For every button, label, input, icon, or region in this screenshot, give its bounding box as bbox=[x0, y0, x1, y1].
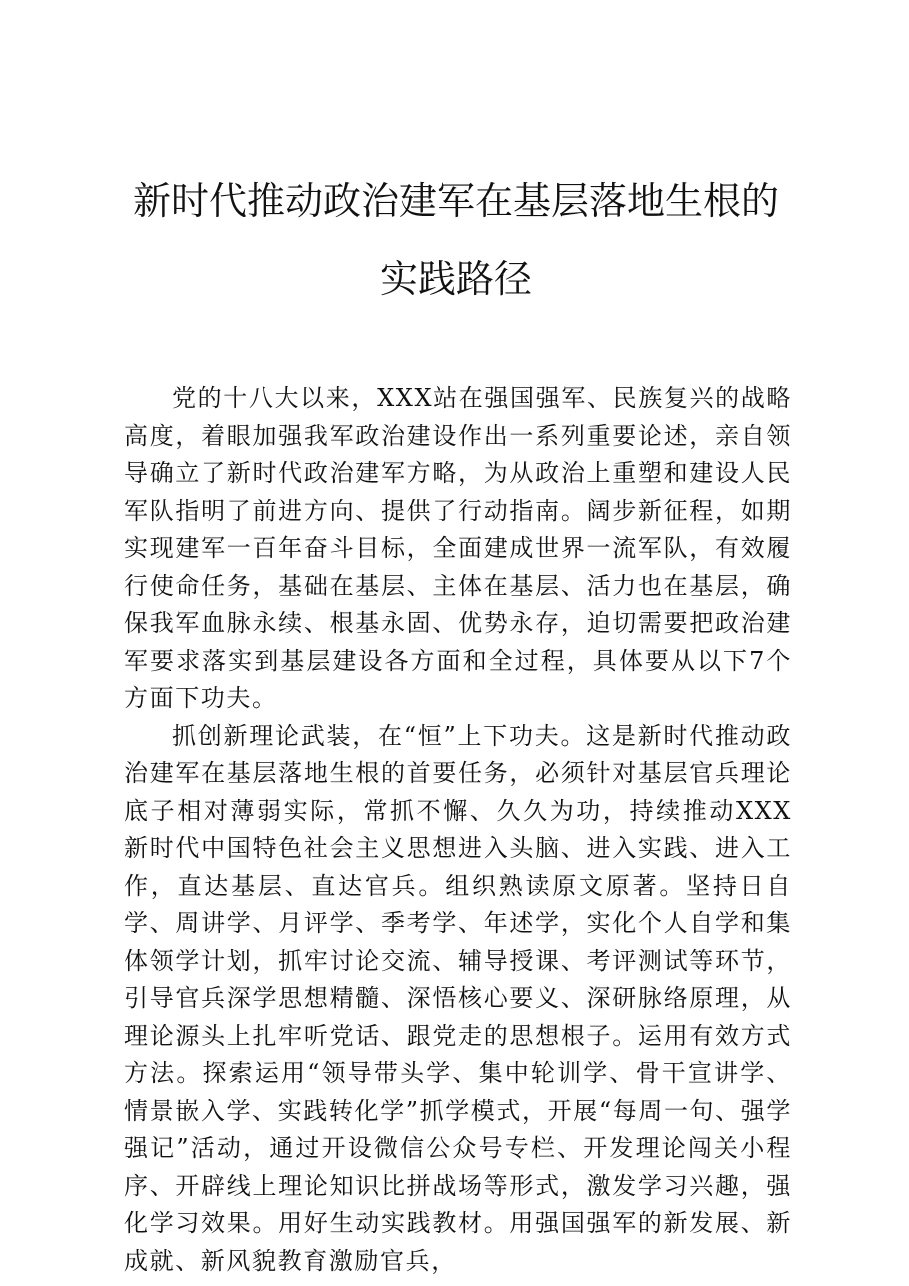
paragraph-intro: 党的十八大以来，XXX站在强国强军、民族复兴的战略高度，着眼加强我军政治建设作出一系列重要论述，亲自领导确立了新时代政治建军方略，为从政治上重塑和建设人民军队指明了前进方向、提供了行动指南。阔步新征程，如期实现建军一百年奋斗目标，全面建成世界一流军队，有效履行使命任务，基础在基层、主体在基层、活力也在基层，确保我军血脉永续、根基永固、优势永存，迫切需要把政治建军要求落实到基层建设各方面和全过程，具体要从以下7个方面下功夫。 bbox=[124, 384, 792, 712]
document-title: 新时代推动政治建军在基层落地生根的实践路径 bbox=[132, 179, 779, 301]
paragraph-theory-study: 抓创新理论武装，在“恒”上下功夫。这是新时代推动政治建军在基层落地生根的首要任务，必须针对基层官兵理论底子相对薄弱实际，常抓不懈、久久为功，持续推动XXX新时代中国特色社会主义思想进入头脑、进入实践、进入工作，直达基层、直达官兵。组织熟读原文原著。坚持日自学、周讲学、月评学、季考学、年述学，实化个人自学和集体领学计划，抓牢讨论交流、辅导授课、考评测试等环节，引导官兵深学思想精髓、深悟核心要义、深研脉络原理，从理论源头上扎牢听党话、跟党走的思想根子。运用有效方式方法。探索运用“领导带头学、集中轮训学、骨干宣讲学、情景嵌入学、实践转化学”抓学模式，开展“每周一句、强学强记”活动，通过开设微信公众号专栏、开发理论闯关小程序、开辟线上理论知识比拼战场等形式，激发学习兴趣，强化学习效果。用好生动实践教材。用强国强军的新发展、新成就、新风貌教育激励官兵， bbox=[124, 721, 792, 1275]
document-body bbox=[124, 380, 792, 1280]
